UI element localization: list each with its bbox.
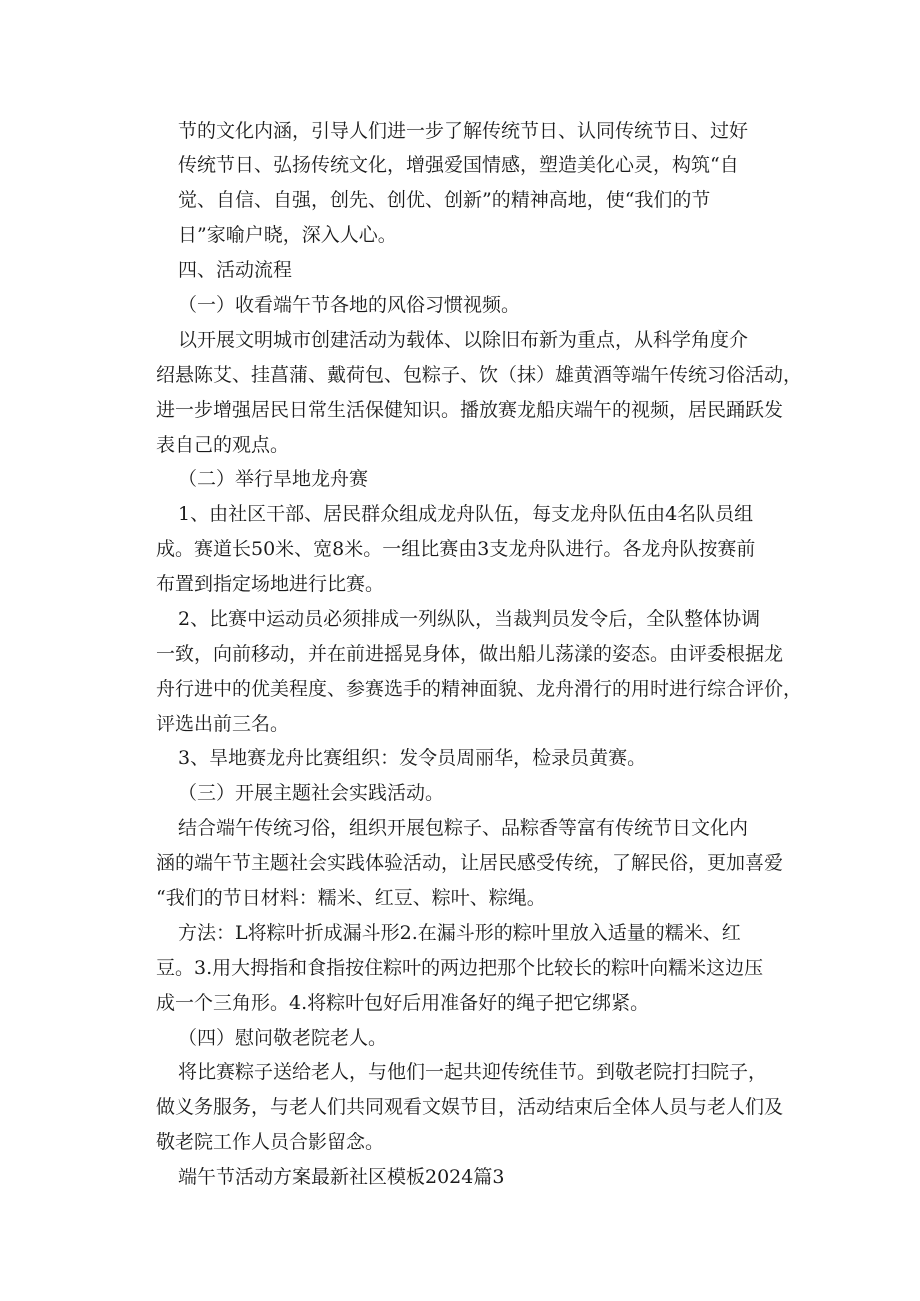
body-text-line: 一致，向前移动，并在前进摇晃身体，做出船儿荡漾的姿态。由评委根据龙: [156, 643, 784, 665]
body-text-line: 节的文化内涵，引导人们进一步了解传统节日、认同传统节日、过好: [178, 120, 749, 142]
body-text-line: 成一个三角形。4.将粽叶包好后用准备好的绳子把它绑紧。: [156, 992, 650, 1014]
body-text-line: “我们的节日材料：糯米、红豆、粽叶、粽绳。: [156, 887, 546, 909]
body-text-line: 敬老院工作人员合影留念。: [156, 1131, 385, 1153]
body-text-line: 结合端午传统习俗，组织开展包粽子、品粽香等富有传统节日文化内: [178, 817, 749, 839]
body-text-line: 日”家喻户晓，深入人心。: [178, 224, 397, 246]
subsection-heading: （三）开展主题社会实践活动。: [178, 782, 445, 804]
body-text-line: 做义务服务，与老人们共同观看文娱节目，活动结束后全体人员与老人们及: [156, 1096, 784, 1118]
section-heading: 四、活动流程: [178, 259, 293, 281]
body-text-line: 以开展文明城市创建活动为载体、以除旧布新为重点，从科学角度介: [178, 329, 749, 351]
body-text-line: 进一步增强居民日常生活保健知识。播放赛龙船庆端午的视频，居民踊跃发: [156, 399, 784, 421]
body-text-line: 将比赛粽子送给老人，与他们一起共迎传统佳节。到敬老院打扫院子，: [178, 1061, 768, 1083]
subsection-heading: （一）收看端午节各地的风俗习惯视频。: [178, 294, 521, 316]
next-article-title: 端午节活动方案最新社区模板2024篇3: [178, 1166, 505, 1188]
body-text-line: 方法：L将粽叶折成漏斗形2.在漏斗形的粽叶里放入适量的糯米、红: [178, 922, 741, 944]
body-text-line: 成。赛道长50米、宽8米。一组比赛由3支龙舟队进行。各龙舟队按赛前: [156, 538, 756, 560]
body-text-line: 1、由社区干部、居民群众组成龙舟队伍，每支龙舟队伍由4名队员组: [178, 503, 754, 525]
body-text-line: 传统节日、弘扬传统文化，增强爱国情感，塑造美化心灵，构筑“自: [178, 154, 739, 176]
body-text-line: 豆。3.用大拇指和食指按住粽叶的两边把那个比较长的粽叶向糯米这边压: [156, 957, 764, 979]
body-text-line: 3、旱地赛龙舟比赛组织：发令员周丽华，检录员黄赛。: [178, 747, 647, 769]
body-text-line: 2、比赛中运动员必须排成一列纵队，当裁判员发令后，全队整体协调: [178, 608, 761, 630]
subsection-heading: （四）慰问敬老院老人。: [178, 1027, 388, 1049]
body-text-line: 绍悬陈艾、挂菖蒲、戴荷包、包粽子、饮（抹）雄黄酒等端午传统习俗活动，: [156, 364, 803, 386]
body-text-line: 评选出前三名。: [156, 713, 290, 735]
body-text-line: 布置到指定场地进行比赛。: [156, 573, 385, 595]
body-text-line: 觉、自信、自强，创先、创优、创新”的精神高地，使“我们的节: [178, 189, 711, 211]
body-text-line: 表自己的观点。: [156, 434, 290, 456]
subsection-heading: （二）举行旱地龙舟赛: [178, 468, 369, 490]
body-text-line: 舟行进中的优美程度、参赛选手的精神面貌、龙舟滑行的用时进行综合评价，: [156, 678, 803, 700]
body-text-line: 涵的端午节主题社会实践体验活动，让居民感受传统，了解民俗，更加喜爱: [156, 852, 784, 874]
